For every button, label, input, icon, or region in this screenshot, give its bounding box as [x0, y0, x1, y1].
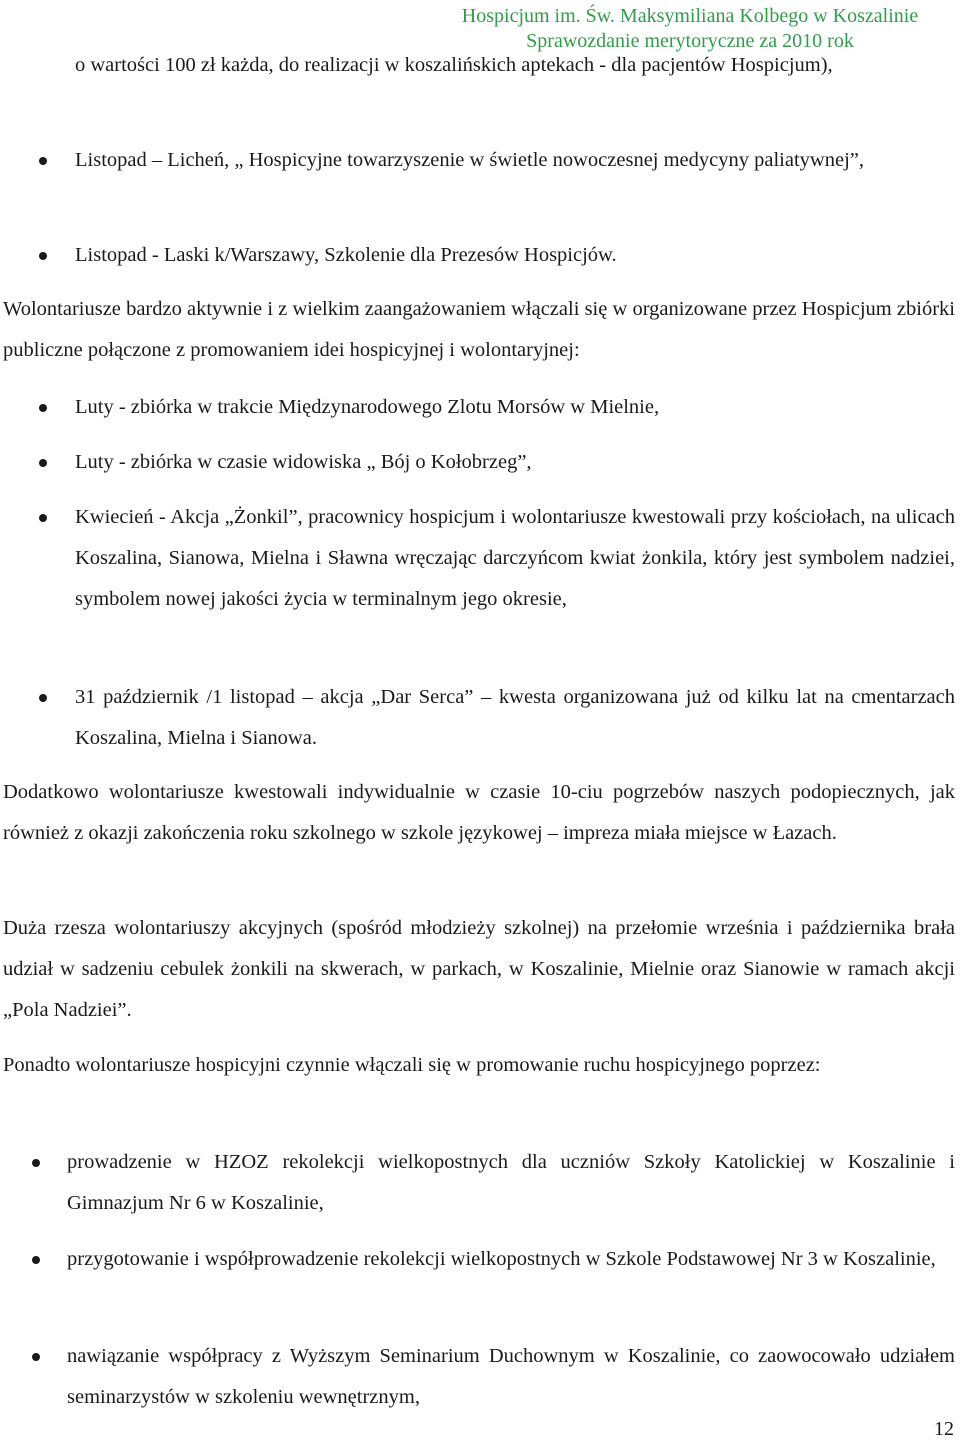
bullet-icon — [32, 1256, 40, 1264]
header-organization: Hospicjum im. Św. Maksymiliana Kolbego w Koszalinie — [461, 5, 919, 27]
list-item: prowadzenie w HZOZ rekolekcji wielkopostnych dla uczniów Szkoły Katolickiej w Koszalinie i Gimnazjum Nr 6 w Koszalinie, — [67, 1151, 955, 1214]
list-item: Listopad – Licheń, „ Hospicyjne towarzyszenie w świetle nowoczesnej medycyny paliatywnej”, — [75, 149, 864, 171]
list-item: przygotowanie i współprowadzenie rekolekcji wielkopostnych w Szkole Podstawowej Nr 3 w Koszalinie, — [67, 1248, 936, 1270]
list-item: o wartości 100 zł każda, do realizacji w koszalińskich aptekach - dla pacjentów Hospicjum), — [75, 54, 833, 76]
paragraph-pola-nadziei: Duża rzesza wolontariuszy akcyjnych (spośród młodzieży szkolnej) na przełomie września i października brała udział w sadzeniu cebulek żonkili na skwerach, w parkach, w Koszalinie, Mielnie oraz Sianowie w ramach akcji „Pola Nadziei”. — [3, 917, 955, 1021]
list-item: Kwiecień - Akcja „Żonkil”, pracownicy hospicjum i wolontariusze kwestowali przy kościołach, na ulicach Koszalina, Sianowa, Mielna i Sławna wręczając darczyńcom kwiat żonkila, który jest symbolem nadziei, symbolem nowej jakości życia w terminalnym jego okresie, — [75, 506, 955, 610]
header-report-title: Sprawozdanie merytoryczne za 2010 rok — [526, 30, 854, 52]
paragraph-volunteers: Wolontariusze bardzo aktywnie i z wielkim zaangażowaniem włączali się w organizowane przez Hospicjum zbiórki publiczne połączone z promowaniem idei hospicyjnej i wolontaryjnej: — [3, 298, 955, 361]
bullet-icon — [39, 694, 47, 702]
paragraph-additional: Dodatkowo wolontariusze kwestowali indywidualnie w czasie 10-ciu pogrzebów naszych podopiecznych, jak również z okazji zakończenia roku szkolnego w szkole językowej – impreza miała miejsce w Łazach. — [3, 781, 955, 844]
bullet-icon — [32, 1159, 40, 1167]
list-item: Luty - zbiórka w trakcie Międzynarodowego Zlotu Morsów w Mielnie, — [75, 396, 660, 418]
paragraph-promotion: Ponadto wolontariusze hospicyjni czynnie włączali się w promowanie ruchu hospicyjnego poprzez: — [3, 1054, 821, 1076]
bullet-icon — [39, 514, 47, 522]
bullet-icon — [39, 404, 47, 412]
bullet-icon — [39, 157, 47, 165]
list-item: 31 październik /1 listopad – akcja „Dar Serca” – kwesta organizowana już od kilku lat na cmentarzach Koszalina, Mielna i Sianowa. — [75, 686, 955, 749]
list-item: Listopad - Laski k/Warszawy, Szkolenie dla Prezesów Hospicjów. — [75, 244, 617, 266]
bullet-icon — [39, 252, 47, 260]
bullet-icon — [39, 459, 47, 467]
bullet-icon — [32, 1353, 40, 1361]
list-item: nawiązanie współpracy z Wyższym Seminarium Duchownym w Koszalinie, co zaowocowało udziałem seminarzystów w szkoleniu wewnętrznym, — [67, 1345, 955, 1408]
list-item: Luty - zbiórka w czasie widowiska „ Bój o Kołobrzeg”, — [75, 451, 532, 473]
page-number: 12 — [934, 1418, 954, 1440]
